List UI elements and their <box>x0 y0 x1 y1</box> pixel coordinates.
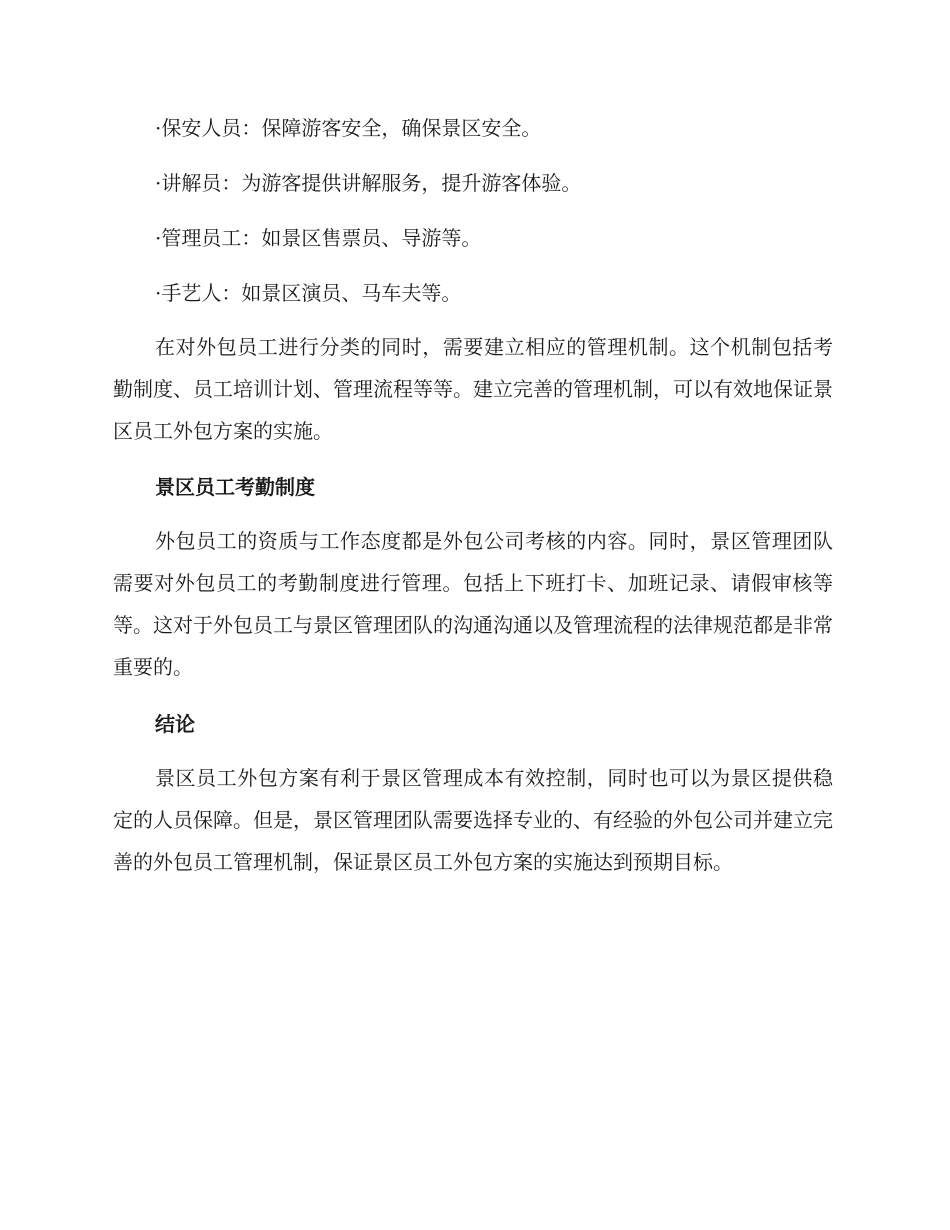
bullet-item-management-staff: ·管理员工：如景区售票员、导游等。 <box>155 226 482 250</box>
bullet-item-craftsman: ·手艺人：如景区演员、马车夫等。 <box>155 281 462 305</box>
paragraph-management-mechanism: 在对外包员工进行分类的同时，需要建立相应的管理机制。这个机制包括考勤制度、员工培训计划、管理流程等等。建立完善的管理机制，可以有效地保证景区员工外包方案的实施。 <box>113 335 833 443</box>
bullet-item-security-staff: ·保安人员：保障游客安全，确保景区安全。 <box>155 116 542 140</box>
paragraph-conclusion: 景区员工外包方案有利于景区管理成本有效控制，同时也可以为景区提供稳定的人员保障。但是，景区管理团队需要选择专业的、有经验的外包公司并建立完善的外包员工管理机制，保证景区员工外包方案的实施达到预期目标。 <box>113 766 833 874</box>
bullet-item-guide: ·讲解员：为游客提供讲解服务，提升游客体验。 <box>155 171 582 195</box>
section-heading-attendance: 景区员工考勤制度 <box>155 475 315 499</box>
section-heading-conclusion: 结论 <box>155 712 195 736</box>
paragraph-attendance: 外包员工的资质与工作态度都是外包公司考核的内容。同时，景区管理团队需要对外包员工的考勤制度进行管理。包括上下班打卡、加班记录、请假审核等等。这对于外包员工与景区管理团队的沟通沟通以及管理流程的法律规范都是非常重要的。 <box>113 529 833 679</box>
